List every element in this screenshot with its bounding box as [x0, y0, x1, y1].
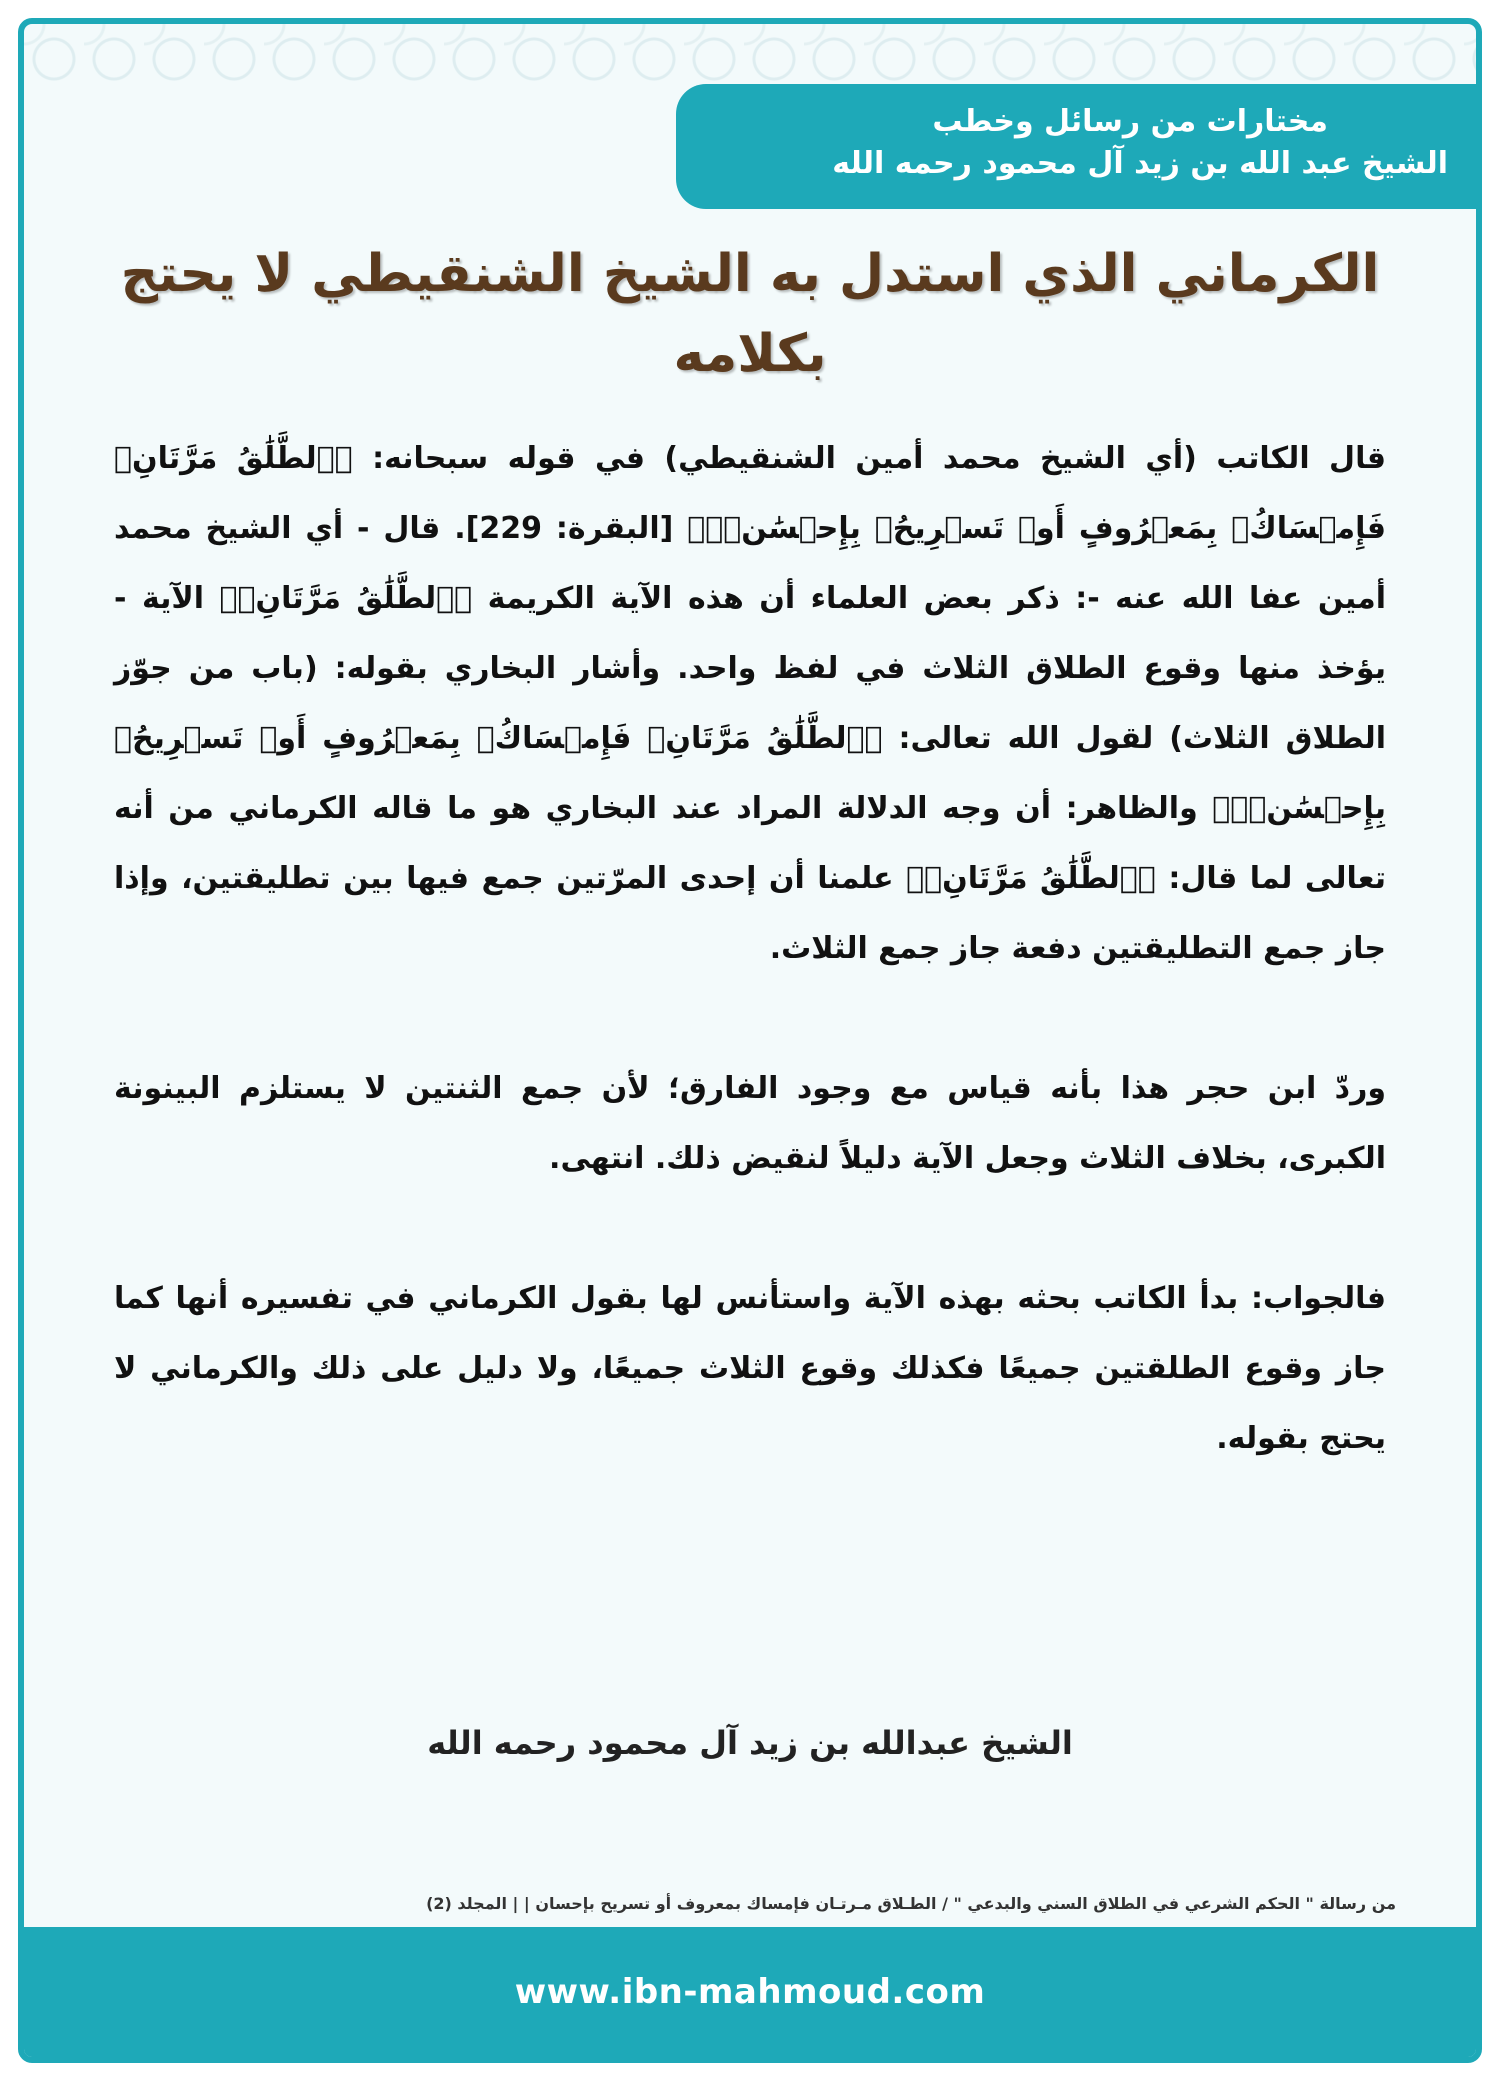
page-frame — [18, 18, 1482, 2063]
footer-bar — [24, 1927, 1476, 2057]
paragraph-2: وردّ ابن حجر هذا بأنه قياس مع وجود الفارق؛ لأن جمع الثنتين لا يستلزم البينونة الكبرى، بخلاف الثلاث وجعل الآية دليلاً لنقيض ذلك. انتهى. — [114, 1071, 1386, 1176]
page-title: الكرماني الذي استدل به الشيخ الشنقيطي لا يحتج بكلامه — [120, 244, 1380, 384]
header-author: الشيخ عبد الله بن زيد آل محمود رحمه الله — [832, 146, 1448, 181]
paragraph-1: قال الكاتب (أي الشيخ محمد أمين الشنقيطي) في قوله سبحانه: ﴿ٱلطَّلَٰقُ مَرَّتَانِۖ فَإِمۡسَاكُۢ بِمَعۡرُوفٍ أَوۡ تَسۡرِيحُۢ بِإِحۡسَٰنٖۗ﴾ [البقرة: 229]. قال - أي الشيخ محمد أمين عفا الله عنه -: ذكر بعض العلماء أن هذه الآية الكريمة ﴿ٱلطَّلَٰقُ مَرَّتَانِۖ﴾ الآية - يؤخذ منها وقوع الطلاق الثلاث في لفظ واحد. وأشار البخاري بقوله: (باب من جوّز الطلاق الثلاث) لقول الله تعالى: ﴿ٱلطَّلَٰقُ مَرَّتَانِۖ فَإِمۡسَاكُۢ بِمَعۡرُوفٍ أَوۡ تَسۡرِيحُۢ بِإِحۡسَٰنٖۗ﴾ والظاهر: أن وجه الدلالة المراد عند البخاري هو ما قاله الكرماني من أنه تعالى لما قال: ﴿ٱلطَّلَٰقُ مَرَّتَانِۖ﴾ علمنا أن إحدى المرّتين جمع فيها بين تطليقتين، وإذا جاز جمع التطليقتين دفعة جاز جمع الثلاث. — [114, 441, 1386, 966]
article-body — [114, 424, 1386, 1544]
header-series-title: مختارات من رسائل وخطب — [932, 104, 1328, 139]
signature: الشيخ عبدالله بن زيد آل محمود رحمه الله — [427, 1724, 1073, 1762]
paragraph-3: فالجواب: بدأ الكاتب بحثه بهذه الآية واستأنس لها بقول الكرماني في تفسيره أنها كما جاز وقوع الطلقتين جميعًا فكذلك وقوع الثلاث جميعًا، ولا دليل على ذلك والكرماني لا يحتج بقوله. — [114, 1281, 1386, 1456]
header-banner — [676, 84, 1476, 209]
source-citation: من رسالة " الحكم الشرعي في الطلاق السني والبدعي " / الطـلاق مـرتـان فإمساك بمعروف أو تسريح بإحسان | | المجلد (2) — [426, 1894, 1396, 1913]
website-link[interactable]: www.ibn-mahmoud.com — [514, 1972, 986, 2012]
